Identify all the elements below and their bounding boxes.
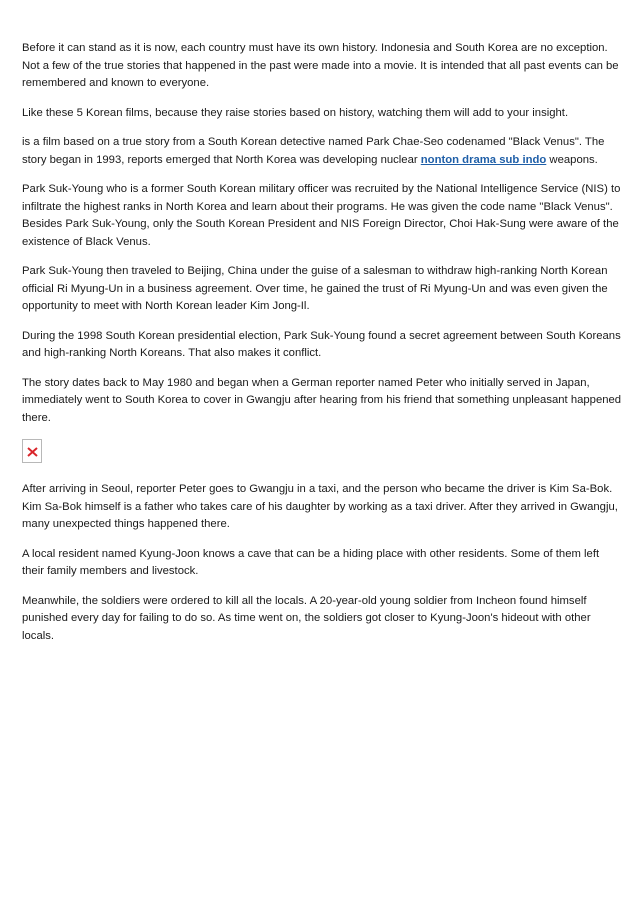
paragraph-text: weapons.: [546, 153, 598, 166]
paragraph-seoul: After arriving in Seoul, reporter Peter goes to Gwangju in a taxi, and the person who became the driver is Kim Sa-Bok. Kim Sa-Bok himself is a father who takes care of his daughter by working as a taxi driver. After they arrived in Gwangju, many unexpected things happened there.: [22, 483, 618, 530]
article-body: [22, 40, 622, 657]
paragraph-text: is a film based on a true story from a South Korean detective named Park Chae-Seo codenamed "Black Venus". The story began in 1993, reports emerged that North Korea was developing nuclear: [22, 136, 605, 166]
drama-link[interactable]: nonton drama sub indo: [420, 153, 547, 166]
paragraph-may-1980: The story dates back to May 1980 and began when a German reporter named Peter who initially served in Japan, immediately went to South Korea to cover in Gwangju after hearing from his friend that something unpleasant happened there.: [22, 376, 622, 424]
paragraph-korean-films: Like these 5 Korean films, because they raise stories based on history, watching them will add to your insight.: [22, 106, 569, 119]
paragraph-intro: Before it can stand as it is now, each country must have its own history. Indonesia and South Korea are no exception. Not a few of the true stories that happened in the past were made into a movie. It is intended that all past events can be remembered and known to everyone.: [22, 42, 619, 89]
paragraph-beijing: Park Suk-Young then traveled to Beijing, China under the guise of a salesman to withdraw high-ranking North Korean official Ri Myung-Un in a business agreement. Over time, he gained the trust of Ri Myung-Un and was even given the opportunity to meet with North Korean leader Kim Jong-Il.: [22, 265, 608, 312]
paragraph-cave: A local resident named Kyung-Joon knows a cave that can be a hiding place with other residents. Some of them left their family members and livestock.: [22, 547, 600, 577]
broken-image-icon: [22, 439, 42, 463]
close-x-icon: [27, 447, 38, 457]
paragraph-park-recruited: Park Suk-Young who is a former South Korean military officer was recruited by the National Intelligence Service (NIS) to infiltrate the highest ranks in North Korea and learn about their programs. He was given the code name "Black Venus". Besides Park Suk-Young, only the South Korean President and NIS Foreign Director, Choi Hak-Sung were aware of the existence of Black Venus.: [22, 183, 621, 248]
paragraph-soldiers: Meanwhile, the soldiers were ordered to kill all the locals. A 20-year-old young soldier from Incheon found himself punished every day for failing to do so. As time went on, the soldiers got closer to Kyung-Joon's hideout with other locals.: [22, 594, 591, 642]
paragraph-black-venus: [22, 134, 622, 169]
paragraph-election: During the 1998 South Korean presidential election, Park Suk-Young found a secret agreement between South Koreans and high-ranking North Koreans. That also makes it conflict.: [22, 329, 621, 359]
